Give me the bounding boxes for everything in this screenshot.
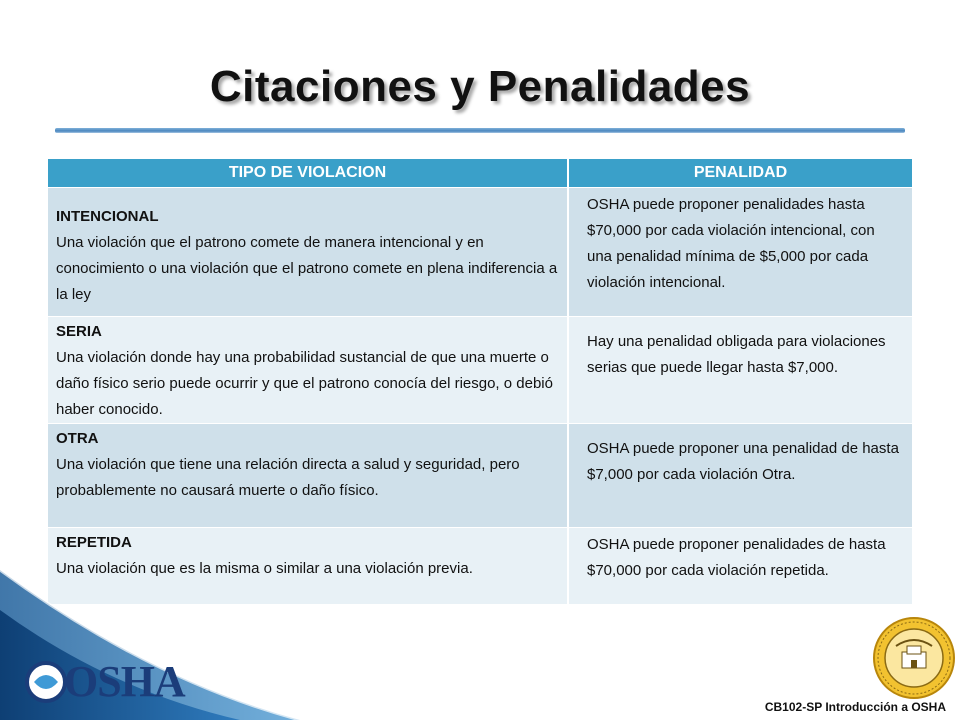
violation-description: Una violación que tiene una relación directa a salud y seguridad, pero probablemente no causará muerte o daño físico. (56, 456, 520, 499)
penalty-cell: OSHA puede proponer una penalidad de hasta $7,000 por cada violación Otra. (568, 424, 912, 528)
violation-type: SERIA (56, 323, 102, 340)
slide-title: Citaciones y Penalidades (209, 62, 751, 111)
violation-type: OTRA (56, 430, 99, 447)
table-row (48, 424, 912, 528)
violation-description: Una violación que es la misma o similar a una violación previa. (56, 560, 473, 577)
title-underline (55, 128, 905, 133)
violation-cell (48, 188, 568, 317)
table-header-row (48, 159, 912, 188)
table-row (48, 317, 912, 424)
osha-logo-text: OSHA (64, 657, 185, 706)
penalty-cell: OSHA puede proponer penalidades de hasta $70,000 por cada violación repetida. (568, 528, 912, 604)
penalties-table (48, 159, 912, 604)
violation-cell (48, 317, 568, 424)
violation-cell (48, 424, 568, 528)
header-violation-type: TIPO DE VIOLACION (48, 159, 568, 188)
penalty-cell: OSHA puede proponer penalidades hasta $70,000 por cada violación intencional, con una penalidad mínima de $5,000 por cada violación intencional. (568, 188, 912, 317)
violation-description: Una violación que el patrono comete de manera intencional y en conocimiento o una violación que el patrono comete en plena indiferencia a la ley (56, 234, 558, 303)
violation-type: REPETIDA (56, 534, 132, 551)
header-penalty: PENALIDAD (568, 159, 912, 188)
violation-type: INTENCIONAL (56, 208, 159, 225)
penalty-cell: Hay una penalidad obligada para violaciones serias que puede llegar hasta $7,000. (568, 317, 912, 424)
seal-emblem (872, 616, 956, 700)
violation-description: Una violación donde hay una probabilidad sustancial de que una muerte o daño físico serio puede ocurrir y que el patrono conocía del riesgo, o debió haber conocido. (56, 349, 553, 418)
footer-course-code: CB102-SP Introducción a OSHA (764, 700, 946, 714)
table-row (48, 188, 912, 317)
